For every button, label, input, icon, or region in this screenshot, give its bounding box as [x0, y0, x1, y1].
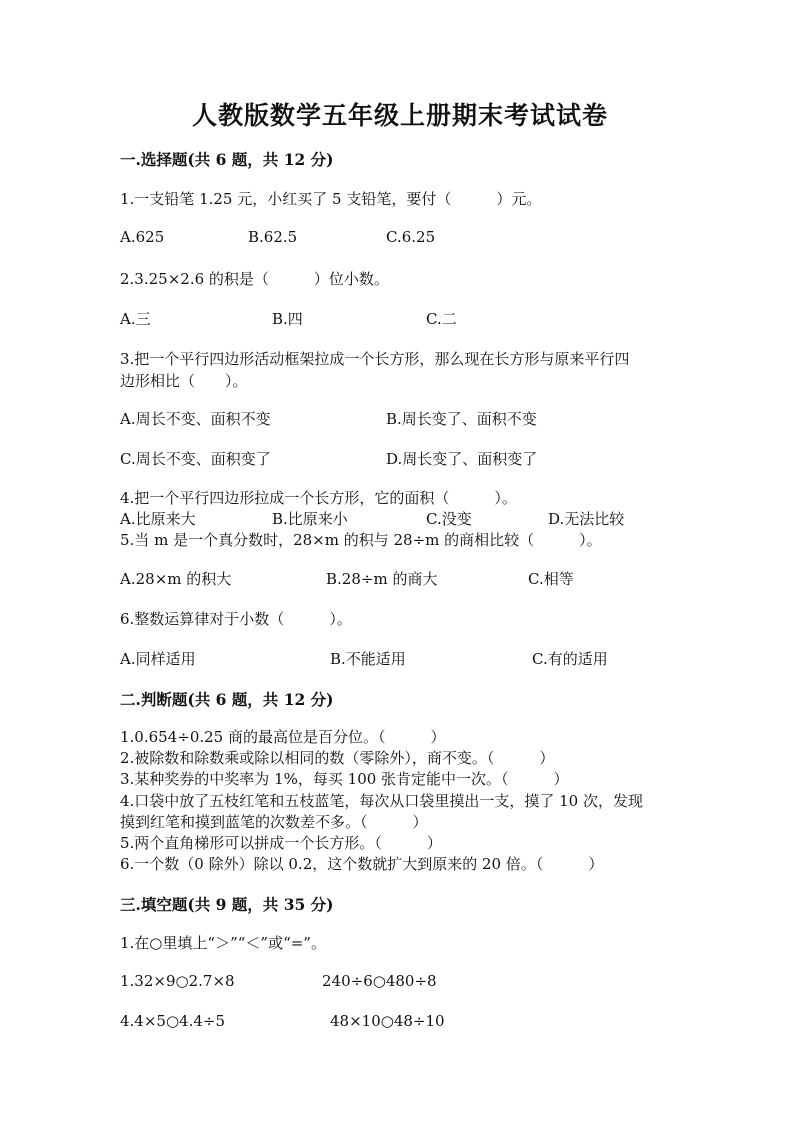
comparison-expression: 1.32×9○2.7×8: [120, 972, 235, 990]
comparison-expression: 4.4×5○4.4÷5: [120, 1012, 226, 1030]
question-3-line-1: 3.把一个平行四边形活动框架拉成一个长方形，那么现在长方形与原来平行四: [120, 350, 630, 368]
option-b: B.不能适用: [330, 650, 406, 668]
comparison-expression: 240÷6○480÷8: [322, 972, 437, 990]
question-3-line-2: 边形相比（ ）。: [120, 372, 248, 390]
page-title: 人教版数学五年级上册期末考试试卷: [191, 101, 608, 130]
option-b: B.比原来小: [272, 510, 348, 528]
option-d: D.周长变了、面积变了: [386, 450, 538, 468]
option-a: A.三: [120, 310, 151, 328]
fill-question-1-text: 1.在○里填上“＞”“＜”或“=”。: [120, 934, 326, 952]
option-b: B.62.5: [248, 228, 298, 246]
option-d: D.无法比较: [548, 510, 625, 528]
section-heading-choice: 一.选择题(共 6 题，共 12 分): [120, 150, 334, 169]
option-a: A.比原来大: [120, 510, 196, 528]
question-4-text: 4.把一个平行四边形拉成一个长方形，它的面积（ ）。: [120, 489, 517, 507]
section-heading-fill-in: 三.填空题(共 9 题，共 35 分): [120, 895, 334, 914]
judgement-item: 4.口袋中放了五枝红笔和五枝蓝笔，每次从口袋里摸出一支，摸了 10 次，发现: [120, 792, 643, 810]
judgement-item: 1.0.654÷0.25 商的最高位是百分位。（ ）: [120, 728, 446, 746]
option-c: C.二: [426, 310, 457, 328]
option-a: A.同样适用: [120, 650, 196, 668]
option-c: C.没变: [426, 510, 472, 528]
option-b: B.周长变了、面积不变: [386, 410, 537, 428]
option-a: A.28×m 的积大: [120, 570, 232, 588]
section-heading-judgement: 二.判断题(共 6 题，共 12 分): [120, 690, 334, 709]
comparison-expression: 48×10○48÷10: [330, 1012, 445, 1030]
question-6-text: 6.整数运算律对于小数（ ）。: [120, 610, 352, 628]
judgement-item: 5.两个直角梯形可以拼成一个长方形。（ ）: [120, 834, 442, 852]
judgement-item: 2.被除数和除数乘或除以相同的数（零除外），商不变。（ ）: [120, 749, 555, 767]
judgement-item: 6.一个数（0 除外）除以 0.2，这个数就扩大到原来的 20 倍。（ ）: [120, 855, 604, 873]
question-5-text: 5.当 m 是一个真分数时，28×m 的积与 28÷m 的商相比较（ ）。: [120, 531, 602, 549]
option-c: C.周长不变、面积变了: [120, 450, 271, 468]
judgement-item: 3.某种奖券的中奖率为 1%，每买 100 张肯定能中一次。（ ）: [120, 770, 569, 788]
option-c: C.6.25: [386, 228, 436, 246]
option-c: C.有的适用: [532, 650, 608, 668]
judgement-item-continuation: 摸到红笔和摸到蓝笔的次数差不多。（ ）: [120, 813, 428, 831]
question-2-text: 2.3.25×2.6 的积是（ ）位小数。: [120, 270, 389, 288]
question-1-text: 1.一支铅笔 1.25 元，小红买了 5 支铅笔，要付（ ）元。: [120, 190, 542, 208]
option-c: C.相等: [528, 570, 574, 588]
option-b: B.四: [272, 310, 303, 328]
option-b: B.28÷m 的商大: [326, 570, 438, 588]
option-a: A.625: [120, 228, 165, 246]
option-a: A.周长不变、面积不变: [120, 410, 271, 428]
